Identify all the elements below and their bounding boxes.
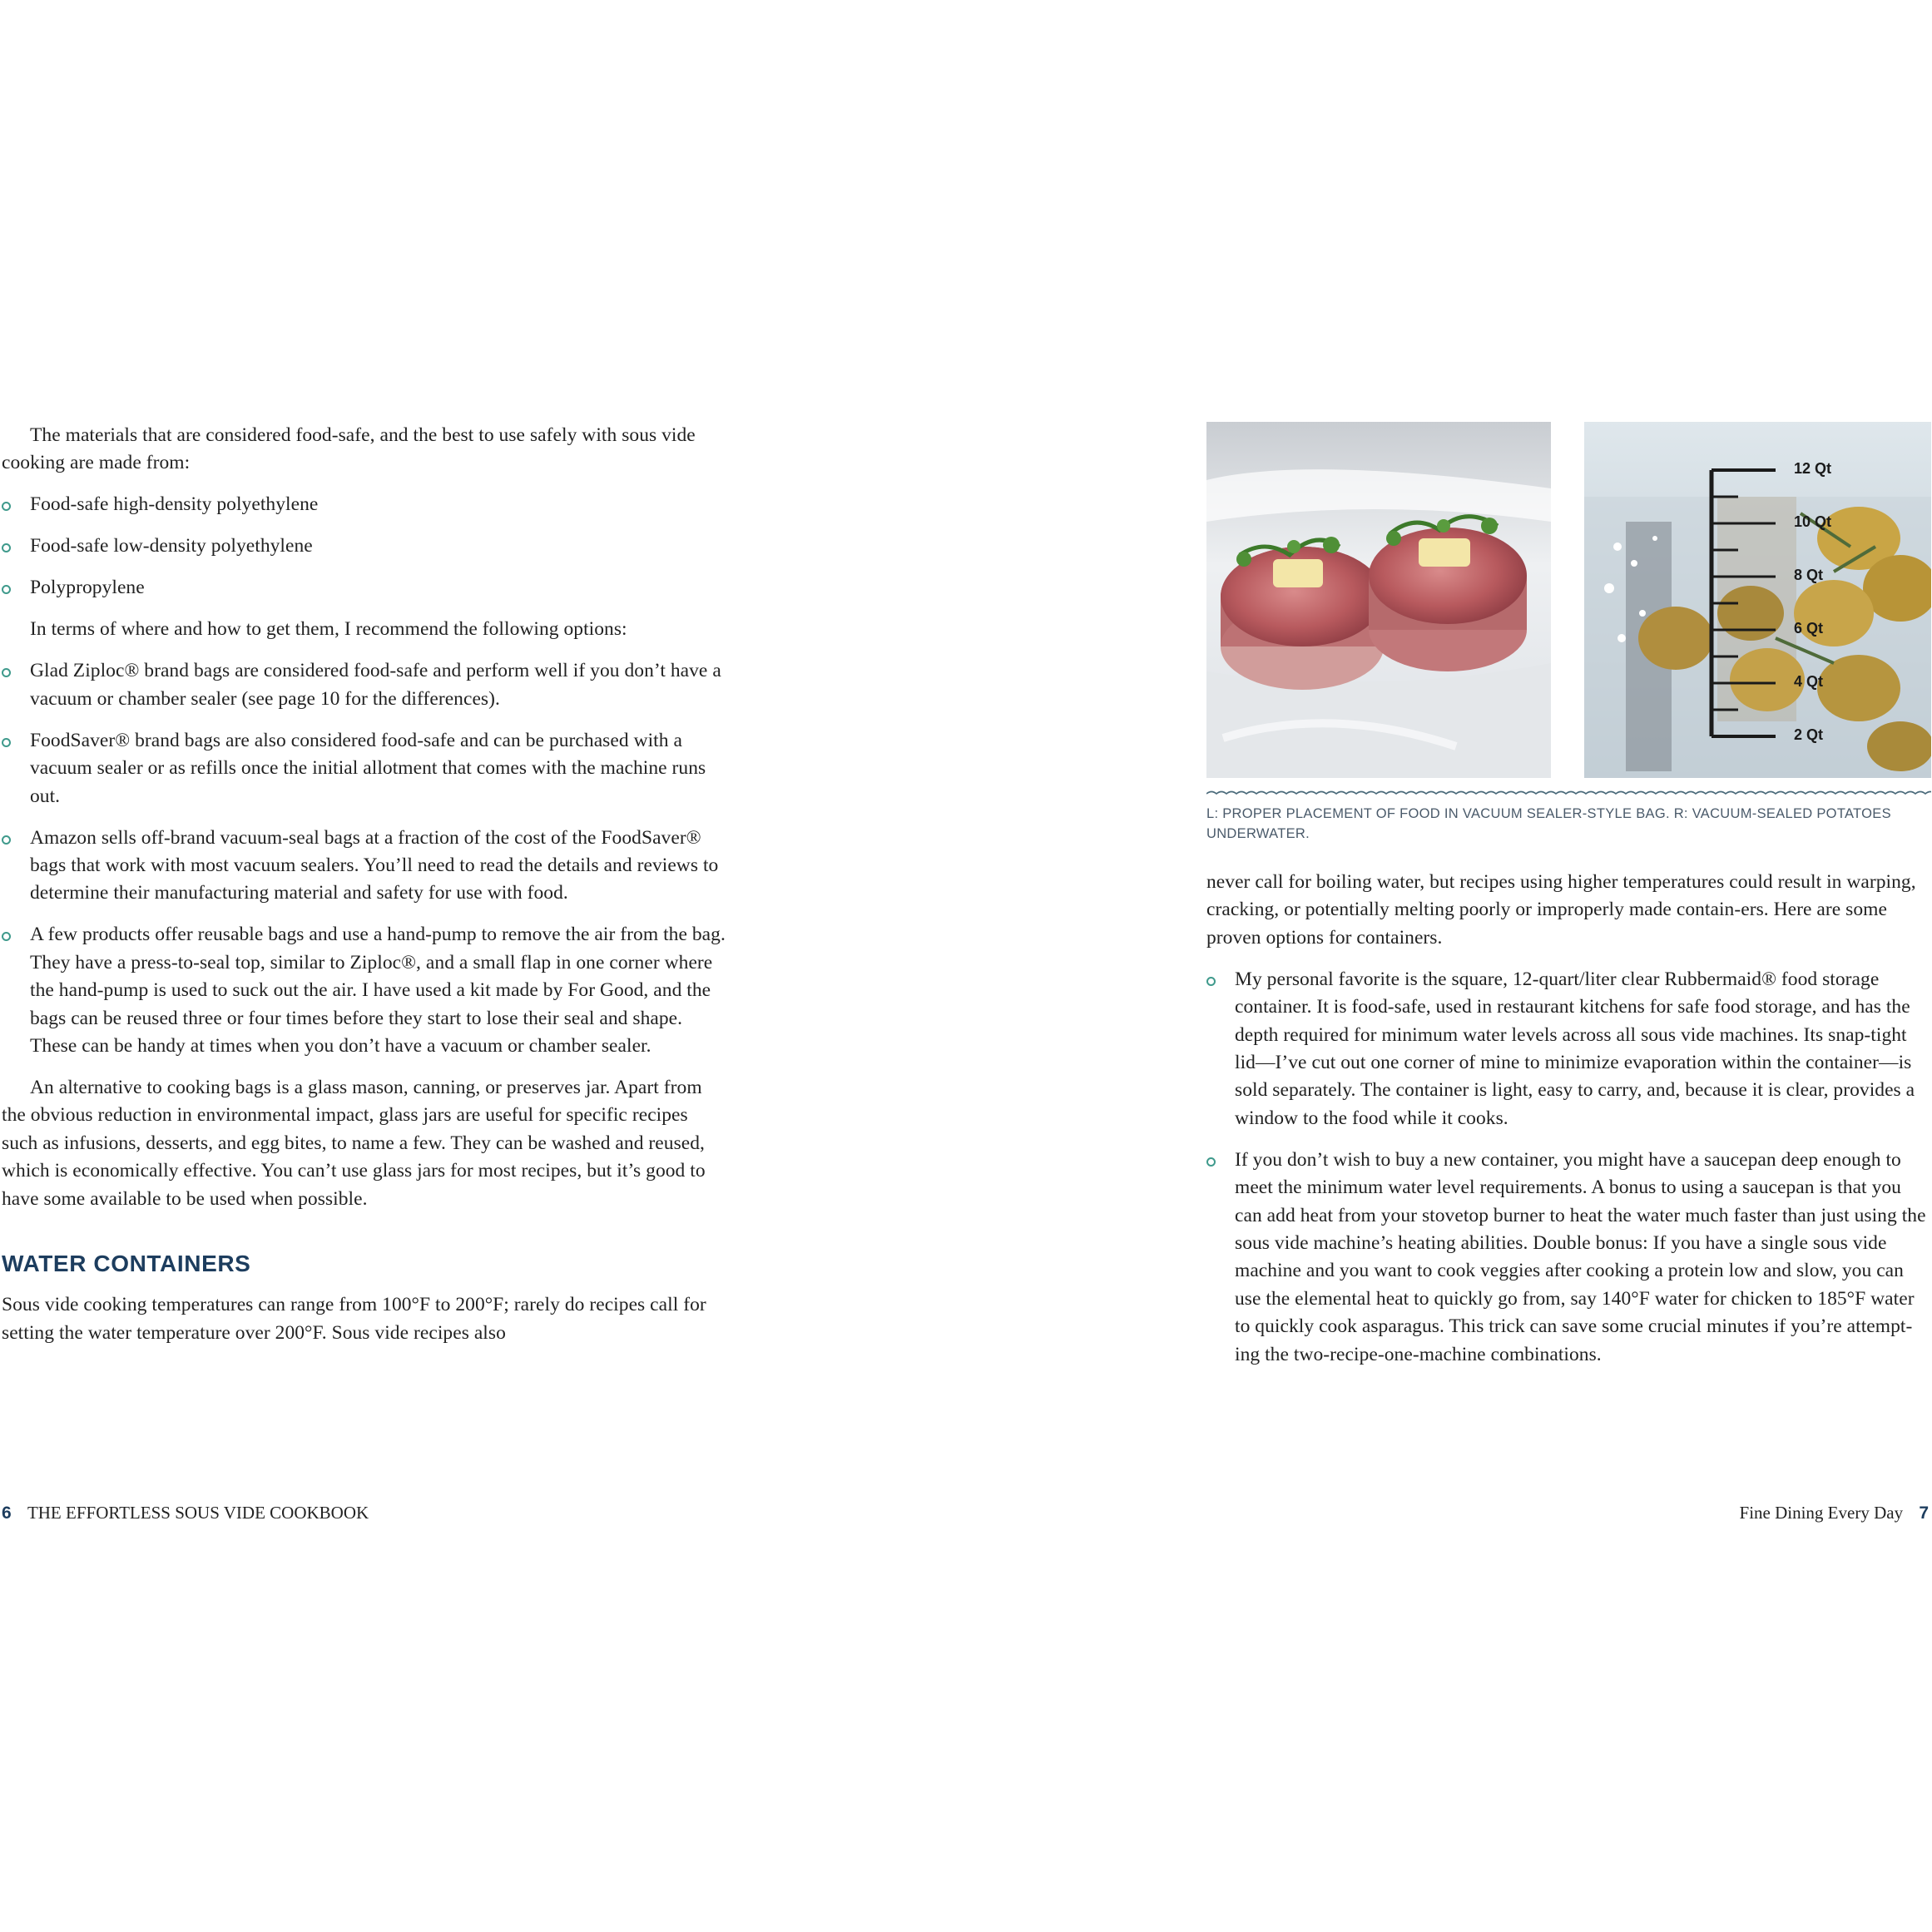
materials-intro: The materials that are considered food-safe, and the best to use safely with sous vide cooking are made from: (2, 424, 696, 474)
glass-jar-paragraph: An alternative to cooking bags is a glass mason, canning, or preserves jar. Apart from the obvious reduction in environmental impact, glass jars are useful for specific recipes such as infusions, desserts, and egg bites, to name a few. They can be washed and reused, which is economically effective. You can’t use glass jars for most recipes, but it’s good to have some available to be used when possible. (2, 1077, 706, 1210)
photo-caption: L: PROPER PLACEMENT OF FOOD IN VACUUM SEALER-STYLE BAG. R: VACUUM-SEALED POTATOES UNDERWATER. (1206, 806, 1891, 841)
left-text-column (2, 422, 727, 1347)
continuation-paragraph: never call for boiling water, but recipes using higher temperatures could result in warping, cracking, or potentially melting poorly or improperly made contain-ers. Here are some proven options for containers. (1206, 871, 1916, 949)
water-containers-paragraph: Sous vide cooking temperatures can range from 100°F to 200°F; rarely do recipes call for setting the water temperature over 200°F. Sous vide recipes also (2, 1294, 706, 1344)
measure-label-6qt: 6 Qt (1794, 620, 1824, 637)
list-item: Glad Ziploc® brand bags are considered food-safe and perform well if you don’t have a vacuum or chamber sealer (see page 10 for the differences). (2, 657, 727, 713)
measure-label-8qt: 8 Qt (1794, 567, 1824, 583)
list-item: A few products offer reusable bags and use a hand-pump to remove the air from the bag. They have a press-to-seal top, similar to Ziploc®, and a small flap in one corner where the hand-pump is used to suck out the air. I have used a kit made by For Good, and the bags can be reused three or four times before they start to lose their seal and shape. These can be handy at times when you don’t have a vacuum or chamber sealer. (2, 921, 727, 1060)
section-heading: WATER CONTAINERS (2, 1251, 251, 1277)
left-footer (2, 1503, 369, 1523)
list-item: FoodSaver® brand bags are also considered food-safe and can be purchased with a vacuum sealer or as refills once the initial allotment that comes with the machine runs out. (2, 727, 727, 810)
bullet-icon (2, 502, 11, 511)
page-number: 6 (2, 1503, 12, 1523)
container-options-list (1206, 966, 1932, 1369)
list-item: If you don’t wish to buy a new container, you might have a saucepan deep enough to meet the minimum water level requirements. A bonus to using a saucepan is that you can add heat from your stovetop burner to heat the water much faster than just using the sous vide machine’s heating abilities. Double bonus: If you have a single sous vide machine and you want to cook veggies after cooking a protein low and slow, you can use the elemental heat to quickly go from, say 140°F water for chicken to 185°F water to quickly cook asparagus. This trick can save some crucial minutes if you’re attempt-ing the two-recipe-one-machine combinations. (1206, 1147, 1932, 1369)
potatoes-underwater-photo (1584, 422, 1931, 778)
list-item: Food-safe high-density polyethylene (2, 491, 727, 518)
measure-label-4qt: 4 Qt (1794, 673, 1824, 690)
steak-in-bag-photo (1206, 422, 1551, 778)
bullet-icon (2, 835, 11, 845)
options-intro: In terms of where and how to get them, I recommend the following options: (30, 618, 627, 641)
bullet-icon (2, 738, 11, 747)
right-page (966, 0, 1932, 1932)
bullet-icon (2, 543, 11, 552)
right-footer (1740, 1503, 1929, 1523)
bullet-icon (1206, 1157, 1216, 1167)
measure-label-2qt: 2 Qt (1794, 726, 1824, 743)
bullet-icon (2, 668, 11, 677)
bullet-icon (1206, 977, 1216, 986)
list-item: My personal favorite is the square, 12-quart/liter clear Rubbermaid® food storage container. It is food-safe, used in restaurant kitchens for safe food storage, and has the depth required for minimum water levels across all sous vide machines. Its snap-tight lid—I’ve cut out one corner of mine to minimize evaporation within the container—is sold separately. The container is light, easy to carry, and, because it is clear, provides a window to the food while it cooks. (1206, 966, 1932, 1132)
measure-label-10qt: 10 Qt (1794, 513, 1832, 530)
list-item: Polypropylene (2, 574, 727, 602)
materials-list (2, 491, 727, 602)
wavy-divider (1206, 789, 1931, 799)
bullet-icon (2, 932, 11, 941)
running-title: Fine Dining Every Day (1739, 1503, 1904, 1523)
right-text-column (1206, 869, 1932, 1369)
steak-photo-illustration (1206, 422, 1551, 778)
list-item: Food-safe low-density polyethylene (2, 533, 727, 560)
options-list (2, 657, 727, 1060)
list-item: Amazon sells off-brand vacuum-seal bags at a fraction of the cost of the FoodSaver® bags that work with most vacuum sealers. You’ll need to read the details and reviews to determine their manufacturing material and safety for use with food. (2, 825, 727, 908)
bullet-icon (2, 585, 11, 594)
potatoes-photo-illustration (1584, 422, 1931, 778)
running-title: THE EFFORTLESS SOUS VIDE COOKBOOK (27, 1503, 369, 1523)
left-page (0, 0, 965, 1932)
measure-label-12qt: 12 Qt (1794, 460, 1832, 477)
page-number: 7 (1919, 1503, 1929, 1523)
